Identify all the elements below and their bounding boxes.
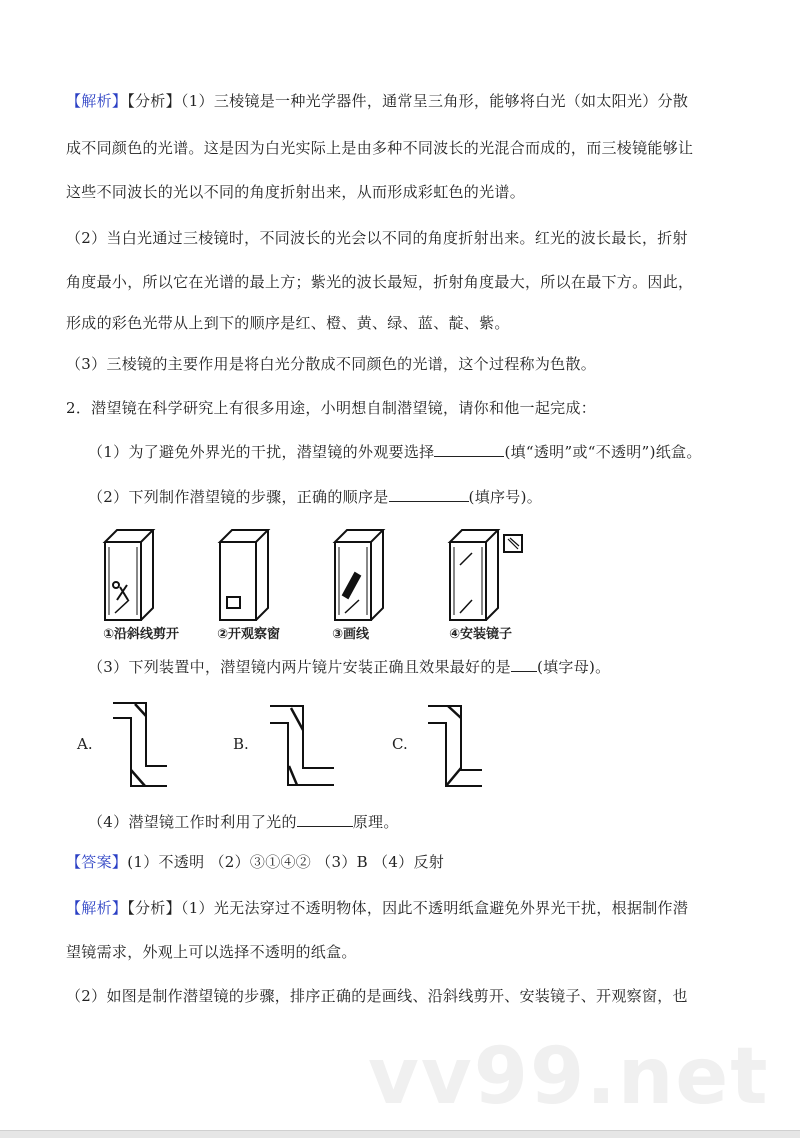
text: （2）下列制作潜望镜的步骤，正确的顺序是 (88, 488, 389, 506)
analysis-line: （2）如图是制作潜望镜的步骤，排序正确的是画线、沿斜线剪开、安装镜子、开观察窗，也 (66, 987, 688, 1005)
analysis-line: 角度最小，所以它在光谱的最上方；紫光的波长最短，折射角度最大，所以在最下方。因此， (66, 273, 694, 291)
analysis-line: （2）当白光通过三棱镜时，不同波长的光会以不同的角度折射出来。红光的波长最长，折射 (66, 229, 688, 247)
option-label-c[interactable]: C. (392, 735, 408, 753)
analysis-line: 这些不同波长的光以不同的角度折射出来，从而形成彩虹色的光谱。 (66, 183, 526, 201)
watermark: vv99.net (368, 1032, 770, 1122)
answer-text: (1）不透明 （2）③①④② （3）B （4）反射 (127, 853, 445, 871)
periscope-steps-figure (95, 525, 545, 625)
answer-blank[interactable] (297, 812, 353, 827)
step-caption: ①沿斜线剪开 (103, 627, 180, 642)
answer-blank[interactable] (389, 487, 469, 502)
text: （1）为了避免外界光的干扰，潜望镜的外观要选择 (88, 443, 435, 461)
fenxi-tag: 【分析】 (127, 899, 181, 917)
text: (填序号)。 (468, 488, 543, 506)
analysis-line: （3）三棱镜的主要作用是将白光分散成不同颜色的光谱，这个过程称为色散。 (66, 355, 597, 373)
option-c-diagram (428, 706, 482, 786)
text: （4）潜望镜工作时利用了光的 (88, 813, 297, 831)
option-a-diagram (113, 703, 167, 786)
analysis-line (66, 897, 688, 918)
answer-tag: 【答案】 (66, 853, 128, 871)
sub-question-1 (88, 441, 702, 462)
option-label-b[interactable]: B. (233, 735, 249, 753)
text: （3）下列装置中，潜望镜内两片镜片安装正确且效果最好的是 (88, 658, 511, 676)
jiexi-tag: 【解析】 (66, 92, 128, 110)
text: （1）光无法穿过不透明物体，因此不透明纸盒避免外界光干扰，根据制作潜 (180, 899, 689, 917)
option-label-a[interactable]: A. (77, 735, 93, 753)
analysis-line: 望镜需求，外观上可以选择不透明的纸盒。 (66, 943, 357, 961)
mirror-step-box-icon (450, 530, 522, 620)
question-stem: 2．潜望镜在科学研究上有很多用途，小明想自制潜望镜，请你和他一起完成： (66, 399, 597, 417)
sub-question-2 (88, 486, 542, 507)
text: (填“透明”或“不透明”)纸盒。 (504, 443, 702, 461)
cut-step-box-icon (105, 530, 153, 620)
analysis-line: 成不同颜色的光谱。这是因为白光实际上是由多种不同波长的光混合而成的，而三棱镜能够让 (66, 139, 694, 157)
step-caption: ②开观察窗 (217, 627, 281, 642)
analysis-line: 形成的彩色光带从上到下的顺序是红、橙、黄、绿、蓝、靛、紫。 (66, 314, 510, 332)
answer-blank[interactable] (434, 442, 504, 457)
step-caption: ④安装镜子 (449, 627, 513, 642)
step-caption: ③画线 (332, 627, 370, 642)
periscope-options-figure (95, 700, 735, 790)
draw-line-step-box-icon (335, 530, 383, 620)
sub-question-4 (88, 811, 399, 832)
fenxi-tag: 【分析】 (127, 92, 181, 110)
window-step-box-icon (220, 530, 268, 620)
answer-blank[interactable] (511, 657, 537, 672)
answer-line (66, 851, 444, 872)
text: （1）三棱镜是一种光学器件，通常呈三角形，能够将白光（如太阳光）分散 (180, 92, 689, 110)
jiexi-tag: 【解析】 (66, 899, 128, 917)
option-b-diagram (270, 706, 334, 785)
text: 原理。 (352, 813, 399, 831)
analysis-line (66, 90, 688, 111)
text: (填字母)。 (536, 658, 611, 676)
sub-question-3 (88, 656, 610, 677)
